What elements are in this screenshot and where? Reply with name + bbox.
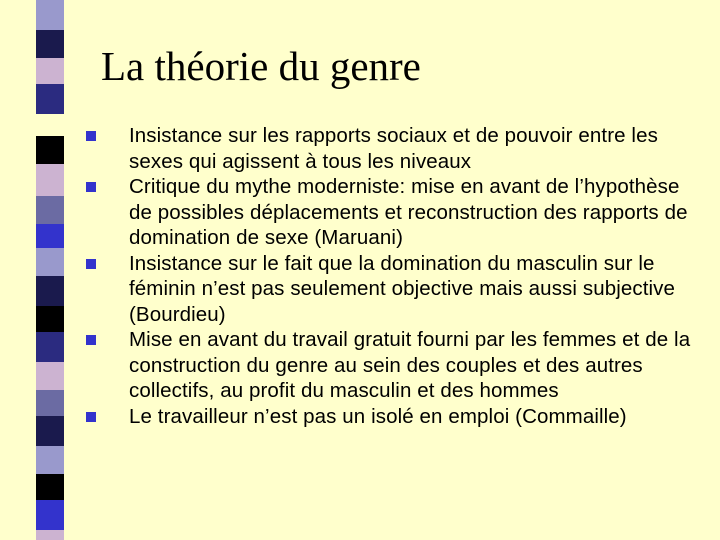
square-bullet-icon xyxy=(86,412,96,422)
strip-segment xyxy=(36,500,64,530)
square-bullet-icon xyxy=(86,182,96,192)
bullet-item xyxy=(86,123,706,174)
strip-segment xyxy=(36,474,64,500)
bullet-text: Mise en avant du travail gratuit fourni par les femmes et de la construction du genre au sein des couples et des autres collectifs, au profit du masculin et des hommes xyxy=(129,328,691,402)
square-bullet-icon xyxy=(86,131,96,141)
strip-segment xyxy=(36,136,64,164)
strip-segment xyxy=(36,446,64,474)
bullet-text: Insistance sur les rapports sociaux et de pouvoir entre les sexes qui agissent à tous les niveaux xyxy=(129,124,658,173)
bullet-text: Critique du mythe moderniste: mise en avant de l’hypothèse de possibles déplacements et reconstruction des rapports de domination de sexe (Maruani) xyxy=(129,175,688,249)
strip-segment xyxy=(36,306,64,332)
bullet-list xyxy=(86,123,706,429)
square-bullet-icon xyxy=(86,259,96,269)
decorative-side-strip xyxy=(36,0,64,540)
strip-segment xyxy=(36,196,64,224)
strip-segment xyxy=(36,362,64,390)
strip-segment xyxy=(36,84,64,114)
strip-segment xyxy=(36,416,64,446)
slide-title: La théorie du genre xyxy=(101,43,421,89)
bullet-item xyxy=(86,174,706,251)
strip-segment xyxy=(36,114,64,136)
square-bullet-icon xyxy=(86,335,96,345)
strip-segment xyxy=(36,58,64,84)
strip-segment xyxy=(36,248,64,276)
strip-segment xyxy=(36,276,64,306)
bullet-text: Insistance sur le fait que la domination du masculin sur le féminin n’est pas seulement objective mais aussi subjective (Bourdieu) xyxy=(129,251,675,326)
strip-segment xyxy=(36,530,64,540)
bullet-item xyxy=(86,327,706,404)
bullet-text: Le travailleur n’est pas un isolé en emploi (Commaille) xyxy=(129,404,627,428)
bullet-item xyxy=(86,404,706,430)
bullet-item xyxy=(86,251,706,328)
strip-segment xyxy=(36,332,64,362)
strip-segment xyxy=(36,224,64,248)
strip-segment xyxy=(36,390,64,416)
strip-segment xyxy=(36,30,64,58)
strip-segment xyxy=(36,164,64,196)
strip-segment xyxy=(36,0,64,30)
